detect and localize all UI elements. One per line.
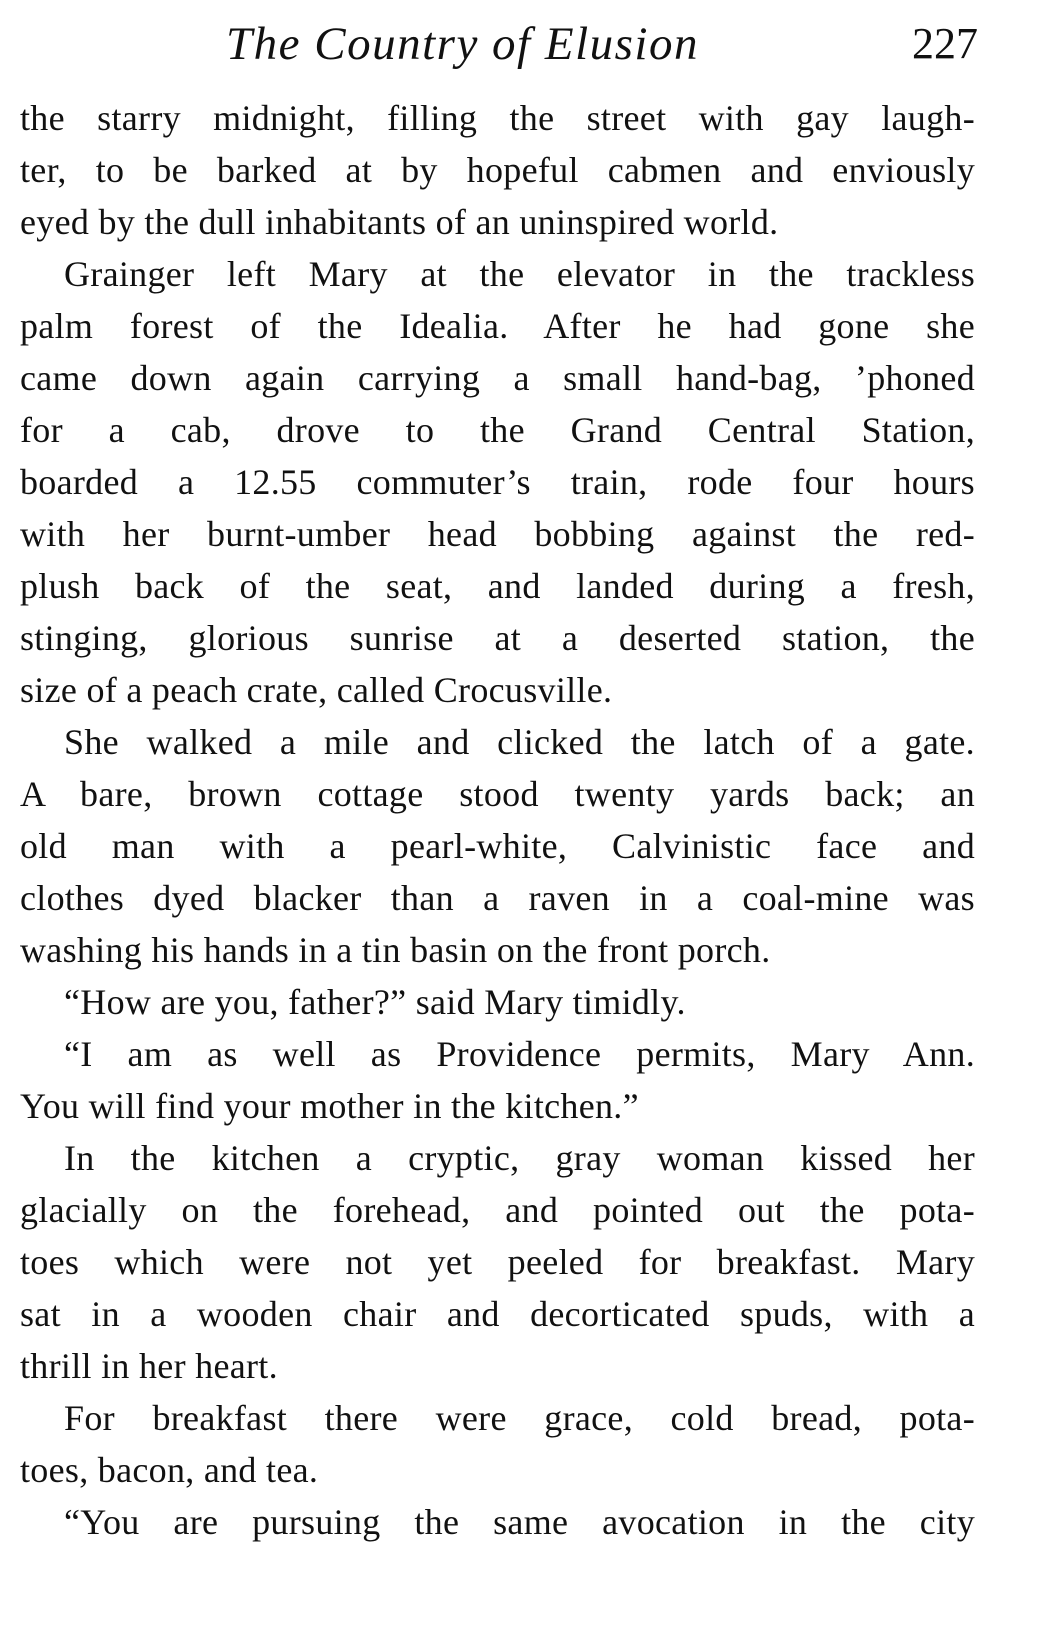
text-line: plush back of the seat, and landed during a fresh, bbox=[20, 566, 975, 606]
text-line: She walked a mile and clicked the latch of a gate. bbox=[64, 722, 975, 762]
text-line: sat in a wooden chair and decorticated spuds, with a bbox=[20, 1294, 975, 1334]
text-line: Grainger left Mary at the elevator in the trackless bbox=[64, 254, 975, 294]
text-line: thrill in her heart. bbox=[20, 1346, 278, 1386]
text-line: “I am as well as Providence permits, Mary Ann. bbox=[64, 1034, 975, 1074]
text-line: with her burnt-umber head bobbing against the red- bbox=[20, 514, 975, 554]
page-header bbox=[0, 10, 1040, 80]
text-line: “How are you, father?” said Mary timidly. bbox=[64, 982, 686, 1022]
text-line: the starry midnight, filling the street with gay laugh- bbox=[20, 98, 975, 138]
text-line: clothes dyed blacker than a raven in a coal-mine was bbox=[20, 878, 975, 918]
body-text bbox=[20, 92, 975, 1548]
text-line: stinging, glorious sunrise at a deserted station, the bbox=[20, 618, 975, 658]
text-line: for a cab, drove to the Grand Central Station, bbox=[20, 410, 975, 450]
text-line: You will find your mother in the kitchen.” bbox=[20, 1086, 639, 1126]
text-line: In the kitchen a cryptic, gray woman kissed her bbox=[64, 1138, 975, 1178]
text-line: old man with a pearl-white, Calvinistic face and bbox=[20, 826, 975, 866]
text-line: came down again carrying a small hand-bag, ’phoned bbox=[20, 358, 975, 398]
text-line: size of a peach crate, called Crocusville. bbox=[20, 670, 613, 710]
text-line: glacially on the forehead, and pointed out the pota- bbox=[20, 1190, 975, 1230]
text-line: eyed by the dull inhabitants of an uninspired world. bbox=[20, 202, 779, 242]
page-number: 227 bbox=[912, 19, 978, 68]
text-line: washing his hands in a tin basin on the front porch. bbox=[20, 930, 771, 970]
text-line: palm forest of the Idealia. After he had gone she bbox=[20, 306, 975, 346]
text-line: A bare, brown cottage stood twenty yards back; an bbox=[20, 774, 975, 814]
text-line: “You are pursuing the same avocation in the city bbox=[64, 1502, 975, 1542]
text-line: toes which were not yet peeled for breakfast. Mary bbox=[20, 1242, 975, 1282]
running-title: The Country of Elusion bbox=[226, 18, 699, 70]
text-line: ter, to be barked at by hopeful cabmen and enviously bbox=[20, 150, 975, 190]
text-line: For breakfast there were grace, cold bread, pota- bbox=[64, 1398, 975, 1438]
text-line: toes, bacon, and tea. bbox=[20, 1450, 319, 1490]
text-line: boarded a 12.55 commuter’s train, rode four hours bbox=[20, 462, 975, 502]
